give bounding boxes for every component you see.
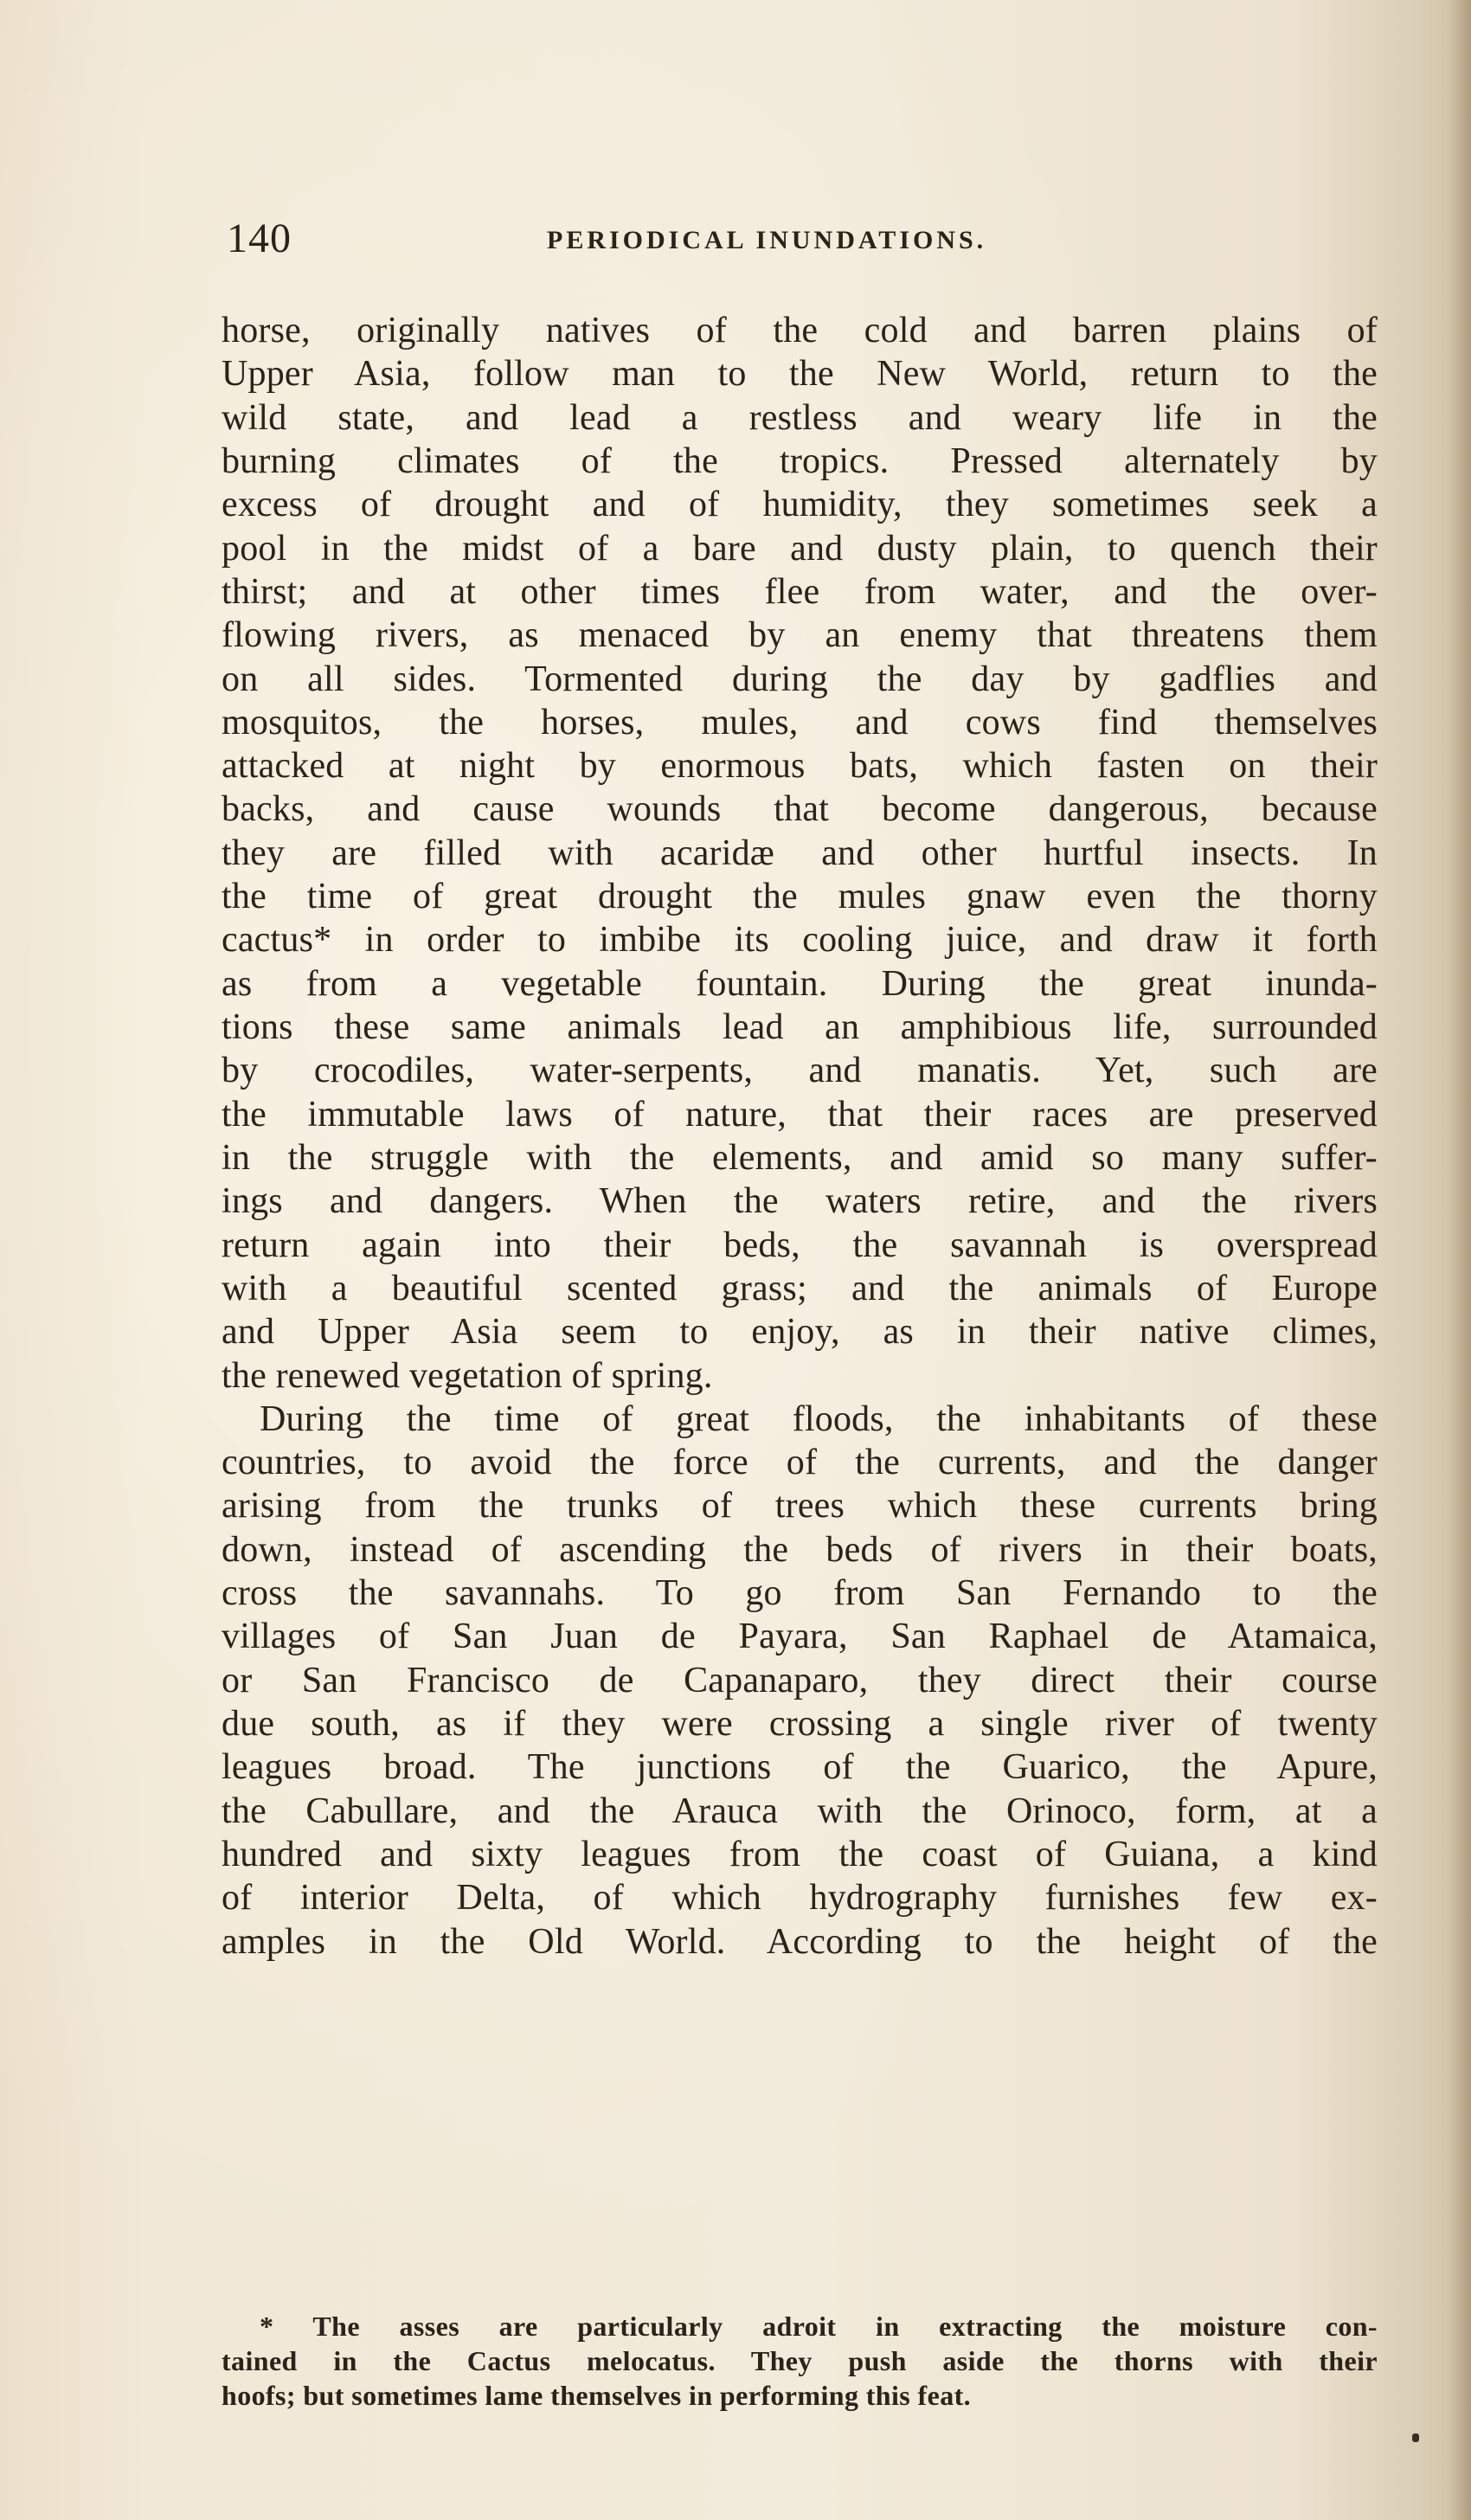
text-line: down, instead of ascending the beds of rivers in their boats, bbox=[222, 1529, 1378, 1570]
text-line: due south, as if they were crossing a single river of twenty bbox=[222, 1704, 1378, 1744]
footnote bbox=[222, 2309, 1378, 2413]
text-line: ings and dangers. When the waters retire, and the rivers bbox=[222, 1181, 1378, 1222]
text-line: attacked at night by enormous bats, which fasten on their bbox=[222, 746, 1378, 787]
ink-speck bbox=[1412, 2433, 1419, 2442]
text-line: cactus* in order to imbibe its cooling juice, and draw it forth bbox=[222, 920, 1378, 961]
text-line: return again into their beds, the savannah is overspread bbox=[222, 1225, 1378, 1265]
text-line: the Cabullare, and the Arauca with the Orinoco, form, at a bbox=[222, 1790, 1378, 1831]
running-head: PERIODICAL INUNDATIONS. bbox=[547, 226, 987, 254]
text-line: the time of great drought the mules gnaw even the thorny bbox=[222, 877, 1378, 917]
text-line: mosquitos, the horses, mules, and cows find themselves bbox=[222, 702, 1378, 742]
text-line: on all sides. Tormented during the day by gadflies and bbox=[222, 659, 1378, 699]
text-line: cross the savannahs. To go from San Fernando to the bbox=[222, 1573, 1378, 1614]
text-line: and Upper Asia seem to enjoy, as in their native climes, bbox=[222, 1312, 1378, 1353]
body-text bbox=[222, 309, 1378, 1964]
text-line: of interior Delta, of which hydrography furnishes few ex- bbox=[222, 1878, 1378, 1919]
footnote-line: hoofs; but sometimes lame themselves in performing this feat. bbox=[222, 2380, 972, 2411]
footnote-line: tained in the Cactus melocatus. They push aside the thorns with their bbox=[222, 2345, 1378, 2376]
text-line: in the struggle with the elements, and amid so many suffer- bbox=[222, 1137, 1378, 1178]
paragraph-start-line: During the time of great floods, the inhabitants of these bbox=[260, 1398, 1378, 1439]
page-header bbox=[227, 213, 1378, 265]
text-line: tions these same animals lead an amphibious life, surrounded bbox=[222, 1007, 1378, 1047]
text-line: hundred and sixty leagues from the coast of Guiana, a kind bbox=[222, 1834, 1378, 1874]
text-line: burning climates of the tropics. Pressed alternately by bbox=[222, 440, 1378, 481]
text-line: thirst; and at other times flee from water, and the over- bbox=[222, 571, 1378, 612]
text-line: pool in the midst of a bare and dusty plain, to quench their bbox=[222, 528, 1378, 569]
text-line: horse, originally natives of the cold and barren plains of bbox=[222, 311, 1378, 350]
text-line: as from a vegetable fountain. During the great inunda- bbox=[222, 963, 1378, 1004]
text-line: backs, and cause wounds that become dangerous, because bbox=[222, 789, 1378, 830]
text-line: excess of drought and of humidity, they sometimes seek a bbox=[222, 485, 1378, 525]
text-line: the immutable laws of nature, that their races are preserved bbox=[222, 1094, 1378, 1135]
text-line: flowing rivers, as menaced by an enemy that threatens them bbox=[222, 615, 1378, 656]
text-line: they are filled with acaridæ and other hurtful insects. In bbox=[222, 832, 1378, 873]
page-number: 140 bbox=[227, 215, 292, 261]
text-line: villages of San Juan de Payara, San Raphael de Atamaica, bbox=[222, 1617, 1378, 1657]
footnote-line: * The asses are particularly adroit in extracting the moisture con- bbox=[260, 2311, 1378, 2342]
text-line: or San Francisco de Capanaparo, they direct their course bbox=[222, 1660, 1378, 1700]
text-line: leagues broad. The junctions of the Guarico, the Apure, bbox=[222, 1747, 1378, 1788]
text-line: Upper Asia, follow man to the New World, return to the bbox=[222, 354, 1378, 395]
page-edge-shadow bbox=[1449, 0, 1471, 2520]
text-line: countries, to avoid the force of the currents, and the danger bbox=[222, 1443, 1378, 1483]
text-line: by crocodiles, water-serpents, and manatis. Yet, such are bbox=[222, 1051, 1378, 1091]
paragraph-end-line: the renewed vegetation of spring. bbox=[222, 1355, 713, 1396]
text-line: wild state, and lead a restless and weary life in the bbox=[222, 397, 1378, 438]
text-line: amples in the Old World. According to the height of the bbox=[222, 1921, 1378, 1962]
text-line: arising from the trunks of trees which these currents bring bbox=[222, 1486, 1378, 1527]
text-line: with a beautiful scented grass; and the animals of Europe bbox=[222, 1268, 1378, 1308]
